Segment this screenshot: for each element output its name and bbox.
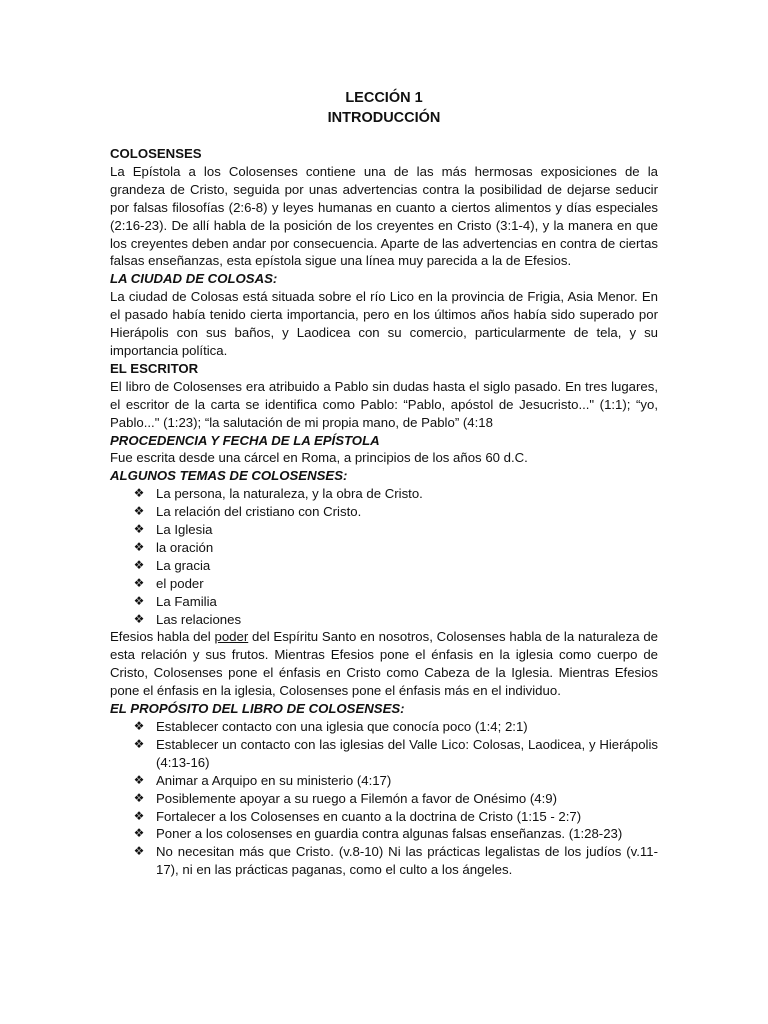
lesson-title: LECCIÓN 1 bbox=[345, 90, 423, 106]
underlined-word: poder bbox=[214, 629, 249, 645]
diamond-bullet-icon: ❖ bbox=[133, 790, 145, 805]
list-item: ❖ La persona, la naturaleza, y la obra de Cristo. bbox=[133, 486, 423, 502]
diamond-bullet-icon: ❖ bbox=[133, 593, 145, 608]
diamond-bullet-icon: ❖ bbox=[133, 772, 145, 787]
list-item: ❖ Establecer un contacto con las iglesias del Valle Lico: Colosas, Laodicea, y Hierápolis (4:13-16) bbox=[133, 736, 658, 770]
list-item: ❖ La gracia bbox=[133, 557, 211, 573]
diamond-bullet-icon: ❖ bbox=[133, 808, 145, 823]
paragraph-escritor: El libro de Colosenses era atribuido a Pablo sin dudas hasta el siglo pasado. En tres lugares, el escritor de la carta se identifica como Pablo: “Pablo, apóstol de Jesucristo..." (1:1); “yo, Pablo..." (1:23); “la salutación de mi propia mano, de Pablo” (4:18 bbox=[110, 378, 658, 430]
section-heading-colosenses: COLOSENSES bbox=[110, 146, 202, 161]
list-item: ❖ La relación del cristiano con Cristo. bbox=[133, 504, 362, 520]
paragraph-procedencia: Fue escrita desde una cárcel en Roma, a principios de los años 60 d.C. bbox=[110, 450, 528, 466]
diamond-bullet-icon: ❖ bbox=[133, 844, 145, 859]
paragraph-ciudad: La ciudad de Colosas está situada sobre el río Lico en la provincia de Frigia, Asia Menor. En el pasado había tenido cierta importancia, pero en los últimos años había sido superado por Hierápolis con sus baños, y Laodicea con su comercio, particularmente de tela, y su importancia política. bbox=[110, 289, 658, 358]
diamond-bullet-icon: ❖ bbox=[133, 575, 145, 590]
diamond-bullet-icon: ❖ bbox=[133, 736, 145, 751]
list-item: ❖ el poder bbox=[133, 575, 204, 591]
proposito-list bbox=[110, 718, 658, 879]
list-item: ❖ Poner a los colosenses en guardia contra algunas falsas enseñanzas. (1:28-23) bbox=[133, 826, 623, 842]
list-item: ❖ la oración bbox=[133, 539, 214, 555]
diamond-bullet-icon: ❖ bbox=[133, 486, 145, 501]
diamond-bullet-icon: ❖ bbox=[133, 719, 145, 733]
paragraph-efesios: Efesios habla del poder del Espíritu Santo en nosotros, Colosenses habla de la naturaleza de esta relación y sus frutos. Mientras Efesios pone el énfasis en la iglesia como cuerpo de Cristo, Colosenses pone el énfasis en Cristo como Cabeza de la Iglesia. Mientras Efesios pone el énfasis en la iglesia, Colosenses pone el énfasis más en el individuo. bbox=[110, 629, 659, 699]
diamond-bullet-icon: ❖ bbox=[133, 504, 145, 519]
paragraph-colosenses: La Epístola a los Colosenses contiene una de las más hermosas exposiciones de la grandeza de Cristo, seguida por unas advertencias contra la posibilidad de dejarse seducir por falsas filosofías (2:6-8) y leyes humanas en cuanto a ciertos alimentos y días especiales (2:16-23). De allí habla de la posición de los creyentes en Cristo (3:1-4), y la manera en que los creyentes deben andar por consecuencia. Aparte de las advertencias en contra de ciertas falsas enseñanzas, esta epístola sigue una línea muy parecida a la de Efesios. bbox=[110, 163, 658, 269]
list-item: ❖ Fortalecer a los Colosenses en cuanto a la doctrina de Cristo (1:15 - 2:7) bbox=[133, 808, 582, 824]
section-heading-ciudad: LA CIUDAD DE COLOSAS: bbox=[110, 271, 278, 287]
diamond-bullet-icon: ❖ bbox=[133, 557, 145, 572]
diamond-bullet-icon: ❖ bbox=[133, 611, 145, 626]
list-item: ❖ La Familia bbox=[133, 593, 217, 609]
list-item: ❖ No necesitan más que Cristo. (v.8-10) Ni las prácticas legalistas de los judíos (v.11-17), ni en las prácticas paganas, como el culto a los ángeles. bbox=[133, 844, 658, 878]
diamond-bullet-icon: ❖ bbox=[133, 826, 145, 841]
list-item: ❖ Las relaciones bbox=[133, 611, 242, 627]
list-item: ❖ La Iglesia bbox=[133, 522, 213, 538]
lesson-subtitle: INTRODUCCIÓN bbox=[327, 110, 441, 126]
list-item: ❖ Posiblemente apoyar a su ruego a Filemón a favor de Onésimo (4:9) bbox=[133, 790, 557, 806]
title-spacer bbox=[110, 128, 658, 145]
list-item: ❖ Animar a Arquipo en su ministerio (4:17) bbox=[133, 772, 392, 788]
section-heading-escritor: EL ESCRITOR bbox=[110, 360, 199, 376]
temas-list bbox=[110, 485, 658, 628]
diamond-bullet-icon: ❖ bbox=[133, 522, 145, 537]
list-item: ❖ Establecer contacto con una iglesia que conocía poco (1:4; 2:1) bbox=[133, 719, 528, 734]
section-heading-temas: ALGUNOS TEMAS DE COLOSENSES: bbox=[110, 468, 348, 484]
diamond-bullet-icon: ❖ bbox=[133, 539, 145, 554]
section-heading-procedencia: PROCEDENCIA Y FECHA DE LA EPÍSTOLA bbox=[110, 432, 380, 448]
section-heading-proposito: EL PROPÓSITO DEL LIBRO DE COLOSENSES: bbox=[110, 701, 405, 717]
